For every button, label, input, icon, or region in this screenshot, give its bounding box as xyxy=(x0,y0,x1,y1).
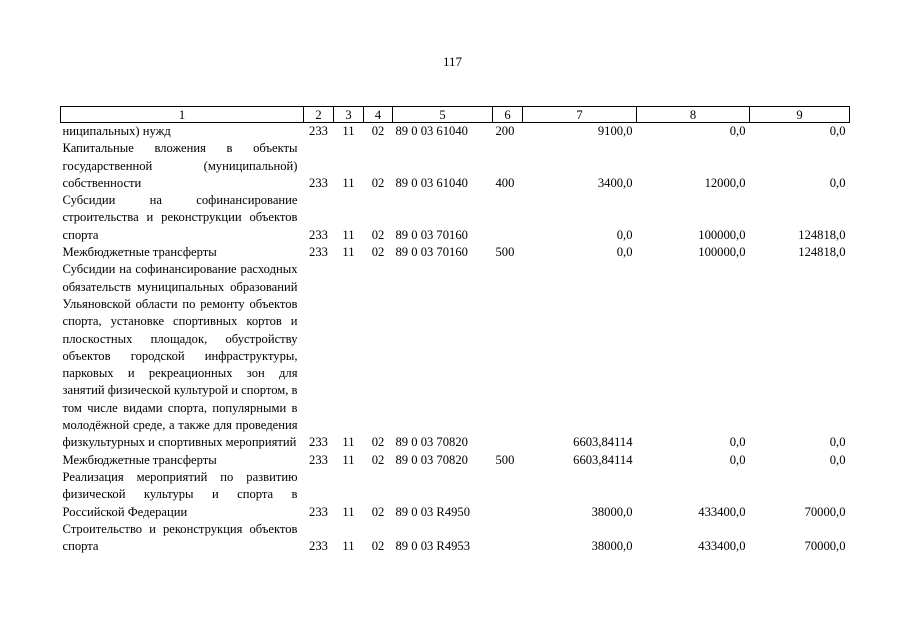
cell-value: 433400,0 xyxy=(698,539,746,554)
table-row xyxy=(61,521,850,556)
cell-target: 89 0 03 R4953 xyxy=(395,539,471,554)
cell-code: 233 xyxy=(309,227,328,242)
cell-target: 89 0 03 70160 xyxy=(395,245,468,260)
cell-section: 11 xyxy=(342,504,355,519)
budget-table xyxy=(60,106,850,555)
column-header: 8 xyxy=(637,107,750,123)
column-header: 5 xyxy=(393,107,493,123)
cell-section: 11 xyxy=(342,245,355,260)
cell-type: 500 xyxy=(495,452,515,467)
cell-type: 400 xyxy=(495,175,515,190)
cell-section: 11 xyxy=(342,539,355,554)
cell-value: 0,0 xyxy=(729,124,746,138)
cell-value: 0,0 xyxy=(829,435,846,450)
cell-type xyxy=(493,521,523,556)
cell-code: 233 xyxy=(309,539,328,554)
cell-code: 233 xyxy=(309,124,328,138)
table-row xyxy=(61,140,850,192)
row-name: Реализация мероприятий по развитию физической культуры и спорта в Российской Федерации xyxy=(62,469,298,519)
row-name: Межбюджетные трансферты xyxy=(62,245,217,260)
cell-target: 89 0 03 61040 xyxy=(395,175,468,190)
cell-section: 11 xyxy=(342,124,355,138)
cell-value: 38000,0 xyxy=(591,539,633,554)
cell-value: 38000,0 xyxy=(591,504,633,519)
cell-subsection: 02 xyxy=(371,504,385,519)
cell-subsection: 02 xyxy=(371,124,385,138)
cell-value: 0,0 xyxy=(729,435,746,450)
table-row xyxy=(61,469,850,521)
cell-code: 233 xyxy=(309,245,328,260)
column-header: 6 xyxy=(493,107,523,123)
cell-subsection: 02 xyxy=(371,435,385,450)
cell-value: 12000,0 xyxy=(704,175,746,190)
column-header: 4 xyxy=(364,107,393,123)
row-name: Субсидии на софинансирование расходных обязательств муниципальных образований Ульяновской области по ремонту объектов спорта, установке спортивных кортов и плоскостных площадок, обустройству объектов городской инфраструктуры, парковых и рекреационных зон для занятий физической культурой и спортом, в том числе видами спорта, популярными в молодёжной среде, а также для проведения физкультурных и спортивных мероприятий xyxy=(62,262,298,450)
cell-value: 6603,84114 xyxy=(573,452,633,467)
table-row xyxy=(61,261,850,451)
cell-code: 233 xyxy=(309,175,328,190)
cell-value: 100000,0 xyxy=(698,245,746,260)
cell-subsection: 02 xyxy=(371,245,385,260)
cell-subsection: 02 xyxy=(371,227,385,242)
cell-target: 89 0 03 70820 xyxy=(395,452,468,467)
cell-value: 433400,0 xyxy=(698,504,746,519)
column-header: 1 xyxy=(61,107,304,123)
column-header: 9 xyxy=(750,107,850,123)
cell-target: 89 0 03 R4950 xyxy=(395,504,471,519)
cell-target: 89 0 03 70160 xyxy=(395,227,468,242)
cell-value: 70000,0 xyxy=(804,539,846,554)
cell-section: 11 xyxy=(342,175,355,190)
row-name: Межбюджетные трансферты xyxy=(62,452,217,467)
cell-section: 11 xyxy=(342,435,355,450)
cell-target: 89 0 03 70820 xyxy=(395,435,468,450)
table-row xyxy=(61,244,850,261)
page-number: 117 xyxy=(442,54,463,69)
table-row xyxy=(61,452,850,469)
cell-section: 11 xyxy=(342,452,355,467)
cell-value: 124818,0 xyxy=(798,227,846,242)
cell-value: 70000,0 xyxy=(804,504,846,519)
row-name: Субсидии на софинансирование строительства и реконструкции объектов спорта xyxy=(62,193,298,242)
table-header-row xyxy=(61,107,850,123)
table-row xyxy=(61,192,850,244)
cell-value: 0,0 xyxy=(616,245,633,260)
cell-value: 6603,84114 xyxy=(573,435,633,450)
cell-type xyxy=(493,469,523,521)
cell-value: 0,0 xyxy=(829,175,846,190)
cell-code: 233 xyxy=(309,452,328,467)
cell-subsection: 02 xyxy=(371,539,385,554)
cell-target: 89 0 03 61040 xyxy=(395,124,468,138)
column-header: 2 xyxy=(304,107,334,123)
cell-value: 0,0 xyxy=(729,452,746,467)
cell-value: 3400,0 xyxy=(597,175,633,190)
column-header: 7 xyxy=(523,107,637,123)
cell-code: 233 xyxy=(309,504,328,519)
row-name: Капитальные вложения в объекты государственной (муниципальной) собственности xyxy=(62,141,298,190)
cell-code: 233 xyxy=(309,435,328,450)
cell-type: 500 xyxy=(495,245,515,260)
row-name: Строительство и реконструкция объектов спорта xyxy=(62,521,298,554)
cell-value: 124818,0 xyxy=(798,245,846,260)
cell-value: 0,0 xyxy=(829,124,846,138)
row-name: ниципальных) нужд xyxy=(62,124,171,138)
cell-value: 0,0 xyxy=(829,452,846,467)
column-header: 3 xyxy=(334,107,364,123)
cell-subsection: 02 xyxy=(371,452,385,467)
cell-section: 11 xyxy=(342,227,355,242)
cell-value: 9100,0 xyxy=(597,124,633,138)
cell-value: 0,0 xyxy=(616,227,633,242)
cell-type xyxy=(493,261,523,451)
cell-value: 100000,0 xyxy=(698,227,746,242)
table-row xyxy=(61,123,850,141)
cell-subsection: 02 xyxy=(371,175,385,190)
cell-type xyxy=(493,192,523,244)
cell-type: 200 xyxy=(495,124,515,138)
